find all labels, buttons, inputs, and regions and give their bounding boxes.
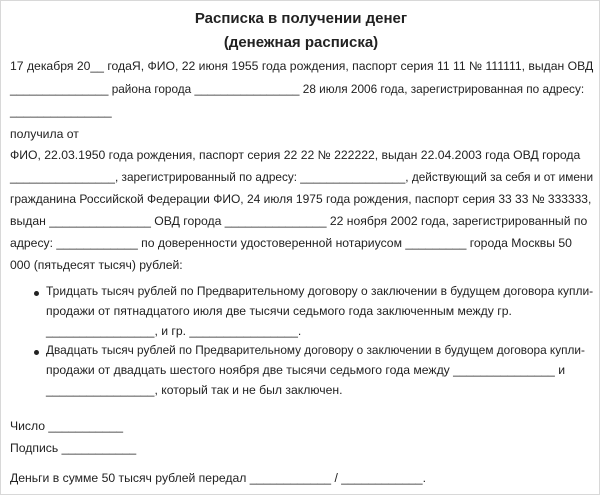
- bullet-line: Тридцать тысяч рублей по Предварительному договору о заключении в будущем договора купли-: [46, 284, 594, 298]
- money-transfer-line: Деньги в сумме 50 тысяч рублей передал ____________ / ____________.: [10, 471, 426, 485]
- paragraph1-line: 17 декабря 20__ годаЯ, ФИО, 22 июня 1955 года рождения, паспорт серия 11 11 № 111111, выдан ОВД: [10, 59, 594, 73]
- document-title: Расписка в получении денег: [194, 10, 408, 27]
- paragraph1-line: _______________ района города ________________ 28 июля 2006 года, зарегистрированная по адресу:: [10, 82, 585, 96]
- paragraph2-line: выдан _______________ ОВД города _______________ 22 ноября 2002 года, зарегистрированный по: [10, 214, 588, 228]
- bullet-line: ________________, который так и не был заключен.: [46, 383, 343, 397]
- paragraph2-line: адресу: ____________ по доверенности удостоверенной нотариусом _________ города Москвы 50: [10, 236, 572, 250]
- paragraph2-line: гражданина Российской Федерации ФИО, 24 июля 1975 года рождения, паспорт серия 33 33 № 333333,: [10, 192, 592, 206]
- date-line: Число ___________: [10, 419, 123, 433]
- paragraph2-line: ________________, зарегистрированный по адресу: ________________, действующий за себя и от имени: [10, 170, 594, 184]
- paragraph1-line: _______________: [10, 104, 112, 118]
- paragraph2-line: 000 (пятьдесят тысяч) рублей:: [10, 258, 183, 272]
- bullet-line: продажи от двадцать шестого ноября две тысячи седьмого года между _______________ и: [46, 363, 566, 377]
- paragraph2-line: ФИО, 22.03.1950 года рождения, паспорт серия 22 22 № 222222, выдан 22.04.2003 года ОВД города: [10, 148, 581, 162]
- bullet-icon: [34, 350, 39, 355]
- bullet-icon: [34, 291, 39, 296]
- document-subtitle: (денежная расписка): [223, 34, 379, 51]
- bullet-line: Двадцать тысяч рублей по Предварительному договору о заключении в будущем договора купли-: [46, 343, 585, 357]
- bullet-line: ________________, и гр. ________________.: [46, 324, 302, 338]
- signature-line: Подпись ___________: [10, 441, 137, 455]
- paragraph2-line: получила от: [10, 127, 79, 141]
- bullet-line: продажи от пятнадцатого июля две тысячи седьмого года заключенным между гр.: [46, 304, 512, 318]
